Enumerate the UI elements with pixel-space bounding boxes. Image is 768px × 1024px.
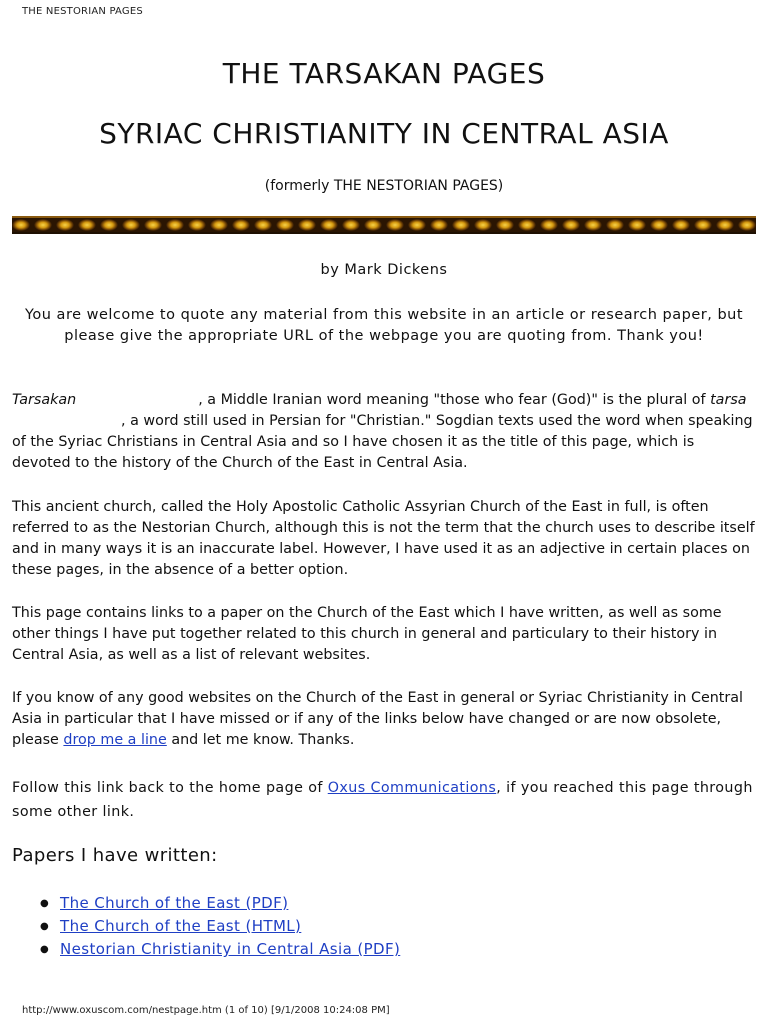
contact-paragraph [12, 688, 756, 751]
oxus-communications-link[interactable]: Oxus Communications [327, 780, 497, 796]
contact-text-after: and let me know. Thanks. [166, 732, 355, 748]
paper-link-nestorian-pdf[interactable]: Nestorian Christianity in Central Asia (PDF) [60, 940, 401, 958]
contents-paragraph: This page contains links to a paper on the Church of the East which I have written, as well as some other things I have put together related to this church in general and particulary to their history in Central Asia, as well as a list of relevant websites. [12, 605, 722, 663]
list-item [12, 892, 712, 915]
term-tarsakan: Tarsakan [12, 392, 77, 408]
ornamental-divider [12, 216, 756, 234]
papers-heading: Papers I have written: [12, 845, 218, 866]
papers-list [12, 892, 712, 961]
running-header: THE NESTORIAN PAGES [22, 6, 143, 17]
quote-notice: You are welcome to quote any material from this website in an article or research paper, but please give the appropriate URL of the webpage you are quoting from. Thank you! [24, 307, 744, 344]
church-paragraph: This ancient church, called the Holy Apostolic Catholic Assyrian Church of the East in full, is often referred to as the Nestorian Church, although this is not the term that the church uses to describe itself and in many ways it is an inaccurate label. However, I have used it as an adjective in certain places on these pages, in the absence of a better option. [12, 499, 755, 578]
bullet-icon: ● [40, 944, 50, 955]
home-text-after: , if you reached this page through some other link. [12, 780, 753, 820]
intro-paragraph [12, 390, 756, 474]
intro-text-2: , a word still used in Persian for "Christian." Sogdian texts used the word when speaking of the Syriac Christians in Central Asia and so I have chosen it as the title of this page, which is devoted to the history of the Church of the East in Central Asia. [12, 413, 753, 471]
contact-text-before: If you know of any good websites on the Church of the East in general or Syriac Christianity in Central Asia in particular that I have missed or if any of the links below have changed or are now obsolete, please [12, 690, 744, 748]
list-item [12, 938, 712, 961]
home-paragraph [12, 776, 756, 824]
paper-link-church-pdf[interactable]: The Church of the East (PDF) [60, 894, 289, 912]
formerly-note: (formerly THE NESTORIAN PAGES) [264, 178, 504, 194]
paper-link-church-html[interactable]: The Church of the East (HTML) [60, 917, 302, 935]
list-item [12, 915, 712, 938]
bullet-icon: ● [40, 898, 50, 909]
term-tarsa: tarsa [710, 392, 747, 408]
author-byline: by Mark Dickens [320, 262, 448, 278]
page-title: THE TARSAKAN PAGES [222, 57, 546, 90]
page-footer: http://www.oxuscom.com/nestpage.htm (1 of 10) [9/1/2008 10:24:08 PM] [22, 1005, 390, 1016]
bullet-icon: ● [40, 921, 50, 932]
drop-me-a-line-link[interactable]: drop me a line [63, 732, 167, 748]
home-text-before: Follow this link back to the home page of [12, 780, 328, 796]
intro-text-1: , a Middle Iranian word meaning "those who fear (God)" is the plural of [198, 392, 711, 408]
page-subtitle: SYRIAC CHRISTIANITY IN CENTRAL ASIA [99, 117, 669, 150]
